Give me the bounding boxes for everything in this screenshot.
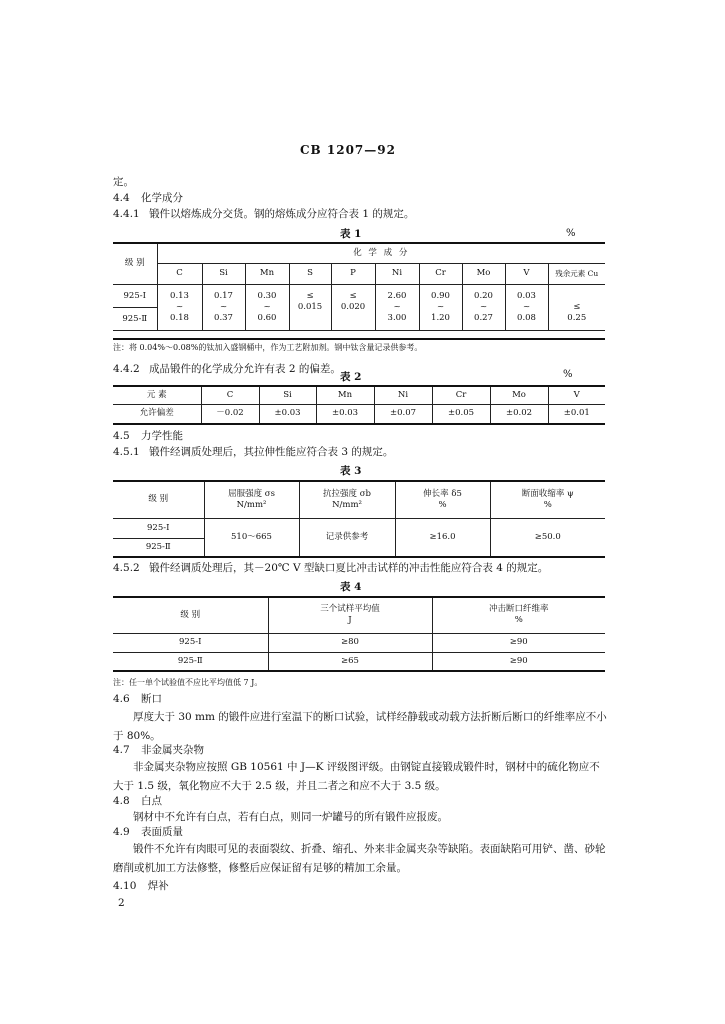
elongation-header bbox=[395, 481, 490, 518]
table-3 bbox=[113, 480, 605, 558]
grade-cell: 925-Ⅰ bbox=[113, 633, 268, 652]
document-code: CB 1207—92 bbox=[300, 143, 396, 157]
min-value: 0.20 bbox=[474, 290, 493, 301]
page-number: 2 bbox=[118, 897, 125, 909]
grade-925-2: 925-Ⅱ bbox=[113, 538, 204, 557]
table2-caption: 表 2 bbox=[340, 371, 362, 383]
section-title: 焊补 bbox=[147, 880, 169, 892]
element-cell: Mo bbox=[490, 386, 548, 404]
section-4-6-text: 厚度大于 30 mm 的锻件应进行室温下的断口试验，试样经静载或动载方法折断后断口的纤维率应不小于 80%。 bbox=[113, 711, 607, 742]
max-value: 0.60 bbox=[257, 312, 277, 323]
header-unit: N/mm² bbox=[236, 499, 267, 510]
header-unit: N/mm² bbox=[332, 499, 362, 510]
element-cell: Cr bbox=[432, 386, 490, 404]
header-name: 抗拉强度 σb bbox=[323, 488, 371, 499]
section-number: 4.4.1 bbox=[113, 208, 140, 220]
range-cell bbox=[505, 284, 548, 330]
min-value: 0.13 bbox=[170, 290, 189, 301]
max-value: 0.25 bbox=[567, 312, 587, 323]
section-4-4-2 bbox=[113, 363, 341, 376]
section-number: 4.4.2 bbox=[113, 363, 140, 375]
grade-header: 级 别 bbox=[113, 481, 204, 518]
range-dash: ~ bbox=[175, 301, 184, 312]
tensile-strength-header bbox=[299, 481, 395, 518]
section-number: 4.5.2 bbox=[113, 562, 140, 574]
max-value: 0.08 bbox=[517, 312, 536, 323]
min-value: 0.90 bbox=[431, 290, 450, 301]
deviation-header: 允许偏差 bbox=[113, 404, 201, 424]
deviation-cell: －0.02 bbox=[201, 404, 259, 424]
header-name: 冲击断口纤维率 bbox=[488, 604, 549, 615]
deviation-cell: ±0.05 bbox=[432, 404, 490, 424]
section-title: 断口 bbox=[141, 693, 163, 705]
section-text: 锻件经调质处理后，其－20℃ V 型缺口夏比冲击试样的冲击性能应符合表 4 的规定。 bbox=[149, 562, 549, 574]
section-4-7 bbox=[113, 744, 204, 757]
col-header: Mn bbox=[245, 263, 289, 284]
table-4 bbox=[113, 596, 605, 672]
section-title: 化学成分 bbox=[141, 192, 184, 204]
table1-unit: % bbox=[566, 228, 576, 239]
element-cell: V bbox=[548, 386, 605, 404]
section-4-4-1 bbox=[113, 208, 414, 221]
section-4-9-text: 锻件不允许有肉眼可见的表面裂纹、折叠、缩孔、外来非金属夹杂等缺陷。表面缺陷可用铲、凿、砂轮磨削或机加工方法修整，修整后应保证留有足够的精加工余量。 bbox=[113, 843, 606, 874]
yield-strength-header bbox=[204, 481, 299, 518]
element-cell: Mn bbox=[316, 386, 374, 404]
range-cell bbox=[289, 284, 331, 330]
section-4-4 bbox=[113, 192, 183, 205]
section-title: 力学性能 bbox=[141, 430, 184, 442]
yield-strength-value: 510～665 bbox=[204, 518, 299, 557]
lead-text: 定。 bbox=[113, 176, 134, 188]
max-value: 0.18 bbox=[170, 312, 189, 323]
deviation-cell: ±0.02 bbox=[490, 404, 548, 424]
col-header: S bbox=[289, 263, 331, 284]
tensile-strength-value: 记录供参考 bbox=[299, 518, 395, 557]
deviation-cell: ±0.03 bbox=[259, 404, 316, 424]
deviation-cell: ±0.07 bbox=[374, 404, 432, 424]
max-value: 0.27 bbox=[474, 312, 493, 323]
header-unit: % bbox=[514, 615, 523, 626]
section-4-5 bbox=[113, 430, 183, 443]
section-4-6 bbox=[113, 693, 162, 706]
header-name: 三个试样平均值 bbox=[320, 604, 380, 615]
table1-note: 注：将 0.04%～0.08%的钛加入盛钢桶中，作为工艺附加剂。钢中钛含量记录供参考。 bbox=[113, 338, 605, 353]
element-cell: Si bbox=[259, 386, 316, 404]
table4-note: 注：任一单个试验值不应比平均值低 7 J。 bbox=[113, 678, 263, 687]
header-unit: J bbox=[348, 615, 352, 626]
fiber-header bbox=[432, 597, 605, 633]
min-value: 0.17 bbox=[214, 290, 233, 301]
grade-925-1: 925-Ⅰ bbox=[113, 518, 204, 538]
section-4-8 bbox=[113, 795, 162, 808]
section-number: 4.5 bbox=[113, 430, 130, 442]
fiber-cell: ≥90 bbox=[432, 652, 605, 671]
min-value: 0.30 bbox=[257, 290, 277, 301]
section-title: 非金属夹杂物 bbox=[141, 744, 205, 756]
header-unit: % bbox=[543, 499, 552, 510]
range-dash: ~ bbox=[479, 301, 488, 312]
fiber-cell: ≥90 bbox=[432, 633, 605, 652]
table3-caption: 表 3 bbox=[340, 465, 362, 477]
header-name: 断面收缩率 ψ bbox=[521, 488, 574, 499]
col-header: C bbox=[157, 263, 202, 284]
header-name: 伸长率 δ5 bbox=[423, 488, 462, 499]
max-value: 3.00 bbox=[387, 312, 407, 323]
min-value: 2.60 bbox=[387, 290, 407, 301]
table-1 bbox=[113, 242, 605, 331]
section-number: 4.5.1 bbox=[113, 446, 140, 458]
reduction-area-value: ≥50.0 bbox=[490, 518, 605, 557]
element-header: 元 素 bbox=[113, 386, 201, 404]
section-number: 4.6 bbox=[113, 693, 130, 705]
range-cell bbox=[375, 284, 419, 330]
element-cell: Ni bbox=[374, 386, 432, 404]
range-cell bbox=[331, 284, 375, 330]
min-value: ≤ bbox=[349, 290, 357, 301]
range-dash: ~ bbox=[263, 301, 271, 312]
range-dash: 0.015 bbox=[297, 301, 323, 312]
col-header: Si bbox=[202, 263, 245, 284]
section-4-5-1 bbox=[113, 446, 393, 459]
section-title: 表面质量 bbox=[141, 826, 184, 838]
range-cell bbox=[202, 284, 245, 330]
range-dash: ~ bbox=[522, 301, 531, 312]
range-cell bbox=[462, 284, 505, 330]
grade-925-1: 925-Ⅰ bbox=[113, 285, 157, 308]
section-number: 4.4 bbox=[113, 192, 130, 204]
table1-caption: 表 1 bbox=[340, 228, 362, 240]
deviation-cell: ±0.03 bbox=[316, 404, 374, 424]
element-cell: C bbox=[201, 386, 259, 404]
col-header: Ni bbox=[375, 263, 419, 284]
col-header: 残余元素 Cu bbox=[548, 263, 605, 284]
col-header: Mo bbox=[462, 263, 505, 284]
section-title: 白点 bbox=[141, 795, 163, 807]
table-2 bbox=[113, 385, 605, 425]
range-cell bbox=[548, 284, 605, 330]
grade-925-2: 925-Ⅱ bbox=[122, 313, 148, 324]
section-4-10 bbox=[113, 880, 169, 893]
range-cell bbox=[419, 284, 462, 330]
avg-cell: ≥80 bbox=[268, 633, 432, 652]
section-4-9 bbox=[113, 826, 183, 839]
col-header: V bbox=[505, 263, 548, 284]
min-value bbox=[549, 291, 606, 302]
section-4-8-text: 钢材中不允许有白点，若有白点，则同一炉罐号的所有锻件应报废。 bbox=[133, 811, 448, 823]
section-text: 锻件以熔炼成分交货。钢的熔炼成分应符合表 1 的规定。 bbox=[149, 208, 415, 220]
section-text: 锻件经调质处理后，其拉伸性能应符合表 3 的规定。 bbox=[149, 446, 394, 458]
reduction-area-header bbox=[490, 481, 605, 518]
elongation-value: ≥16.0 bbox=[395, 518, 490, 557]
max-value: 0.37 bbox=[214, 312, 233, 323]
grade-cell bbox=[113, 284, 157, 330]
composition-header: 化 学 成 分 bbox=[157, 243, 605, 263]
min-value: 0.03 bbox=[517, 290, 536, 301]
section-number: 4.7 bbox=[113, 744, 130, 756]
table2-unit: % bbox=[563, 369, 573, 380]
grade-header: 级 别 bbox=[113, 597, 268, 633]
section-number: 4.10 bbox=[113, 880, 137, 892]
range-dash: 0.020 bbox=[340, 301, 366, 312]
col-header: Cr bbox=[419, 263, 462, 284]
col-header: P bbox=[331, 263, 375, 284]
section-number: 4.9 bbox=[113, 826, 130, 838]
max-value: 1.20 bbox=[431, 312, 450, 323]
header-unit: % bbox=[438, 499, 447, 510]
section-4-5-2 bbox=[113, 562, 548, 575]
range-dash: ~ bbox=[436, 301, 445, 312]
range-dash: ~ bbox=[393, 301, 401, 312]
range-dash: ~ bbox=[219, 301, 228, 312]
grade-header: 级 别 bbox=[113, 243, 157, 284]
avg-header bbox=[268, 597, 432, 633]
section-text: 成品锻件的化学成分允许有表 2 的偏差。 bbox=[149, 363, 341, 375]
max-value bbox=[290, 313, 331, 324]
avg-cell: ≥65 bbox=[268, 652, 432, 671]
grade-cell: 925-Ⅱ bbox=[113, 652, 268, 671]
table4-caption: 表 4 bbox=[340, 581, 362, 593]
max-value bbox=[332, 313, 375, 324]
range-dash: ≤ bbox=[573, 301, 581, 312]
range-cell bbox=[245, 284, 289, 330]
section-number: 4.8 bbox=[113, 795, 130, 807]
range-cell bbox=[157, 284, 202, 330]
section-4-7-text: 非金属夹杂物应按照 GB 10561 中 J—K 评级图评级。由钢锭直接锻成锻件时，钢材中的硫化物应不大于 1.5 级，氧化物应不大于 2.5 级，并且二者之和应不大于 3.5 级。 bbox=[113, 761, 600, 792]
header-name: 屈服强度 σs bbox=[228, 488, 275, 499]
min-value: ≤ bbox=[306, 290, 314, 301]
deviation-cell: ±0.01 bbox=[548, 404, 605, 424]
